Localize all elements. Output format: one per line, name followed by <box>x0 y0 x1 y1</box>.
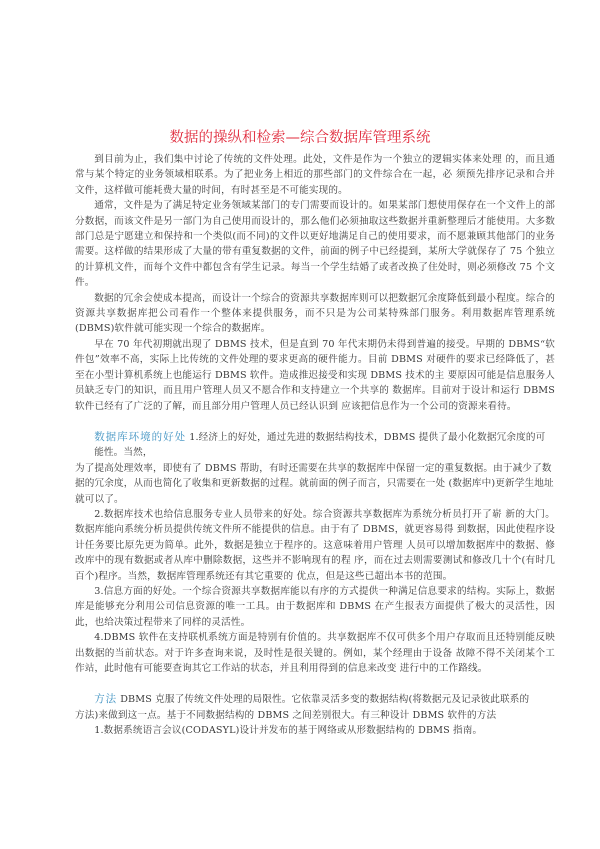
document-body <box>75 152 555 739</box>
list-item: 2.数据库技术也给信息服务专业人员带来的好处。综合资源共享数据库为系统分析员打开了崭 新的大门。数据库能向系统分析员提供传统文件所不能提供的信息。由于有了 DBMS，就更容易得 到数据，因此使程序设计任务要比原先更为简单。此外，数据是独立于程序的。这意味着用户管理 人员可以增加数据库中的数据、修改库中的现有数据或者从库中删除数据，这些并不影响现有的程 序，而在过去则需要测试和修改几十个(有时几百个)程序。当然，数据库管理系统还有其它重要的 优点，但是这些已超出本书的范围。 <box>75 508 555 582</box>
section-lead: 1.经济上的好处，通过先进的数据结构技术，DBMS 提供了最小化数据冗余度的可能性。当然， <box>94 431 546 459</box>
list-item: 4.DBMS 软件在支持联机系统方面是特别有价值的。共享数据库不仅可供多个用户存取而且还特别能反映出数据的当前状态。对于许多查询来说，及时性是很关键的。例如，某个经理由于设备 故障不得不关闭某个工作站，此时他有可能要查询其它工作站的状态，并且利用得到的信息来改变 进行中的工作路线。 <box>75 632 555 674</box>
paragraph: 早在 70 年代初期就出现了 DBMS 技术，但是直到 70 年代末期仍未得到普遍的接受。早期的 DBMS“软件包”效率不高，实际上比传统的文件处理的要求更高的硬件能力。目前 DBMS 对硬件的要求已经降低了，甚至在小型计算机系统上也能运行 DBMS 软件。造成推迟接受和实现 DBMS 技术的主 要原因可能是信息服务人员缺乏专门的知识，而且用户管理人员又不愿合作和支持建立一个共享的 数据库。目前对于设计和运行 DBMS 软件已经有了广泛的了解，而且部分用户管理人员已经认识到 应该把信息作为一个公司的资源来看待。 <box>75 338 555 412</box>
paragraph: 到目前为止，我们集中讨论了传统的文件处理。此处，文件是作为一个独立的逻辑实体来处理 的，而且通常与某个特定的业务领域相联系。为了把业务上相近的那些部门的文件综合在一起，必 须预先排序记录和合并文件，这样做可能耗费大量的时间，有时甚至是不可能实现的。 <box>75 154 555 196</box>
section-heading: 数据库环境的好处 <box>94 430 187 443</box>
paragraph: 数据的冗余会使成本提高，而设计一个综合的资源共享数据库则可以把数据冗余度降低到最小程度。综合的资源共享数据库把公司看作一个整体来提供服务，而不只是为公司某特殊部门服务。利用数据库管理系统(DBMS)软件就可能实现一个综合的数据库。 <box>75 292 555 335</box>
spacer <box>75 676 555 692</box>
paragraph: 为了提高处理效率，即使有了 DBMS 帮助，有时还需要在共享的数据库中保留一定的重复数据。由于减少了数据的冗余度，从而也简化了收集和更新数据的过程。就前面的例子而言，只需要在一处 (数据库中)更新学生地址就可以了。 <box>75 462 554 505</box>
spacer <box>75 414 555 430</box>
page-title: 数据的操纵和检索—综合数据库管理系统 <box>169 130 431 146</box>
list-item: 3.信息方面的好处。一个综合资源共享数据库能以有序的方式提供一种满足信息要求的结构。实际上，数据库是能够充分利用公司信息资源的唯一工具。由于数据库和 DBMS 在产生报表方面提供了极大的灵活性，因此，也给决策过程带来了同样的灵活性。 <box>75 585 555 628</box>
list-item: 1.数据系统语言会议(CODASYL)设计并发布的基于网络或从形数据结构的 DBMS 指南。 <box>94 725 483 737</box>
section-methods <box>75 692 555 707</box>
paragraph: 方法)来做到这一点。基于不同数据结构的 DBMS 之间差别很大。有三种设计 DBMS 软件的方法 <box>75 709 497 721</box>
section-benefits <box>75 430 555 461</box>
section-lead: DBMS 克服了传统文件处理的局限性。它依靠灵活多变的数据结构(将数据元及记录彼此联系的 <box>120 694 530 706</box>
section-heading: 方法 <box>94 693 118 706</box>
paragraph: 通常，文件是为了满足特定业务领域某部门的专门需要而设计的。如果某部门想使用保存在一个文件上的部分数据，而该文件是另一部门为自己使用而设计的，那么他们必须抽取这些数据并重新整理后才能使用。大多数部门总是宁愿建立和保持和一个类似(而不同)的文件以更好地满足自己的使用要求，而不愿兼顾其他部门的业务需要。这样做的结果形成了大量的带有重复数据的文件，前面的例子中已经提到，某所大学就保存了 75 个独立的计算机文件，而每个文件中都包含有学生记录。每当一个学生结婚了或者改换了住处时，则必须修改 75 个文件。 <box>75 200 555 289</box>
